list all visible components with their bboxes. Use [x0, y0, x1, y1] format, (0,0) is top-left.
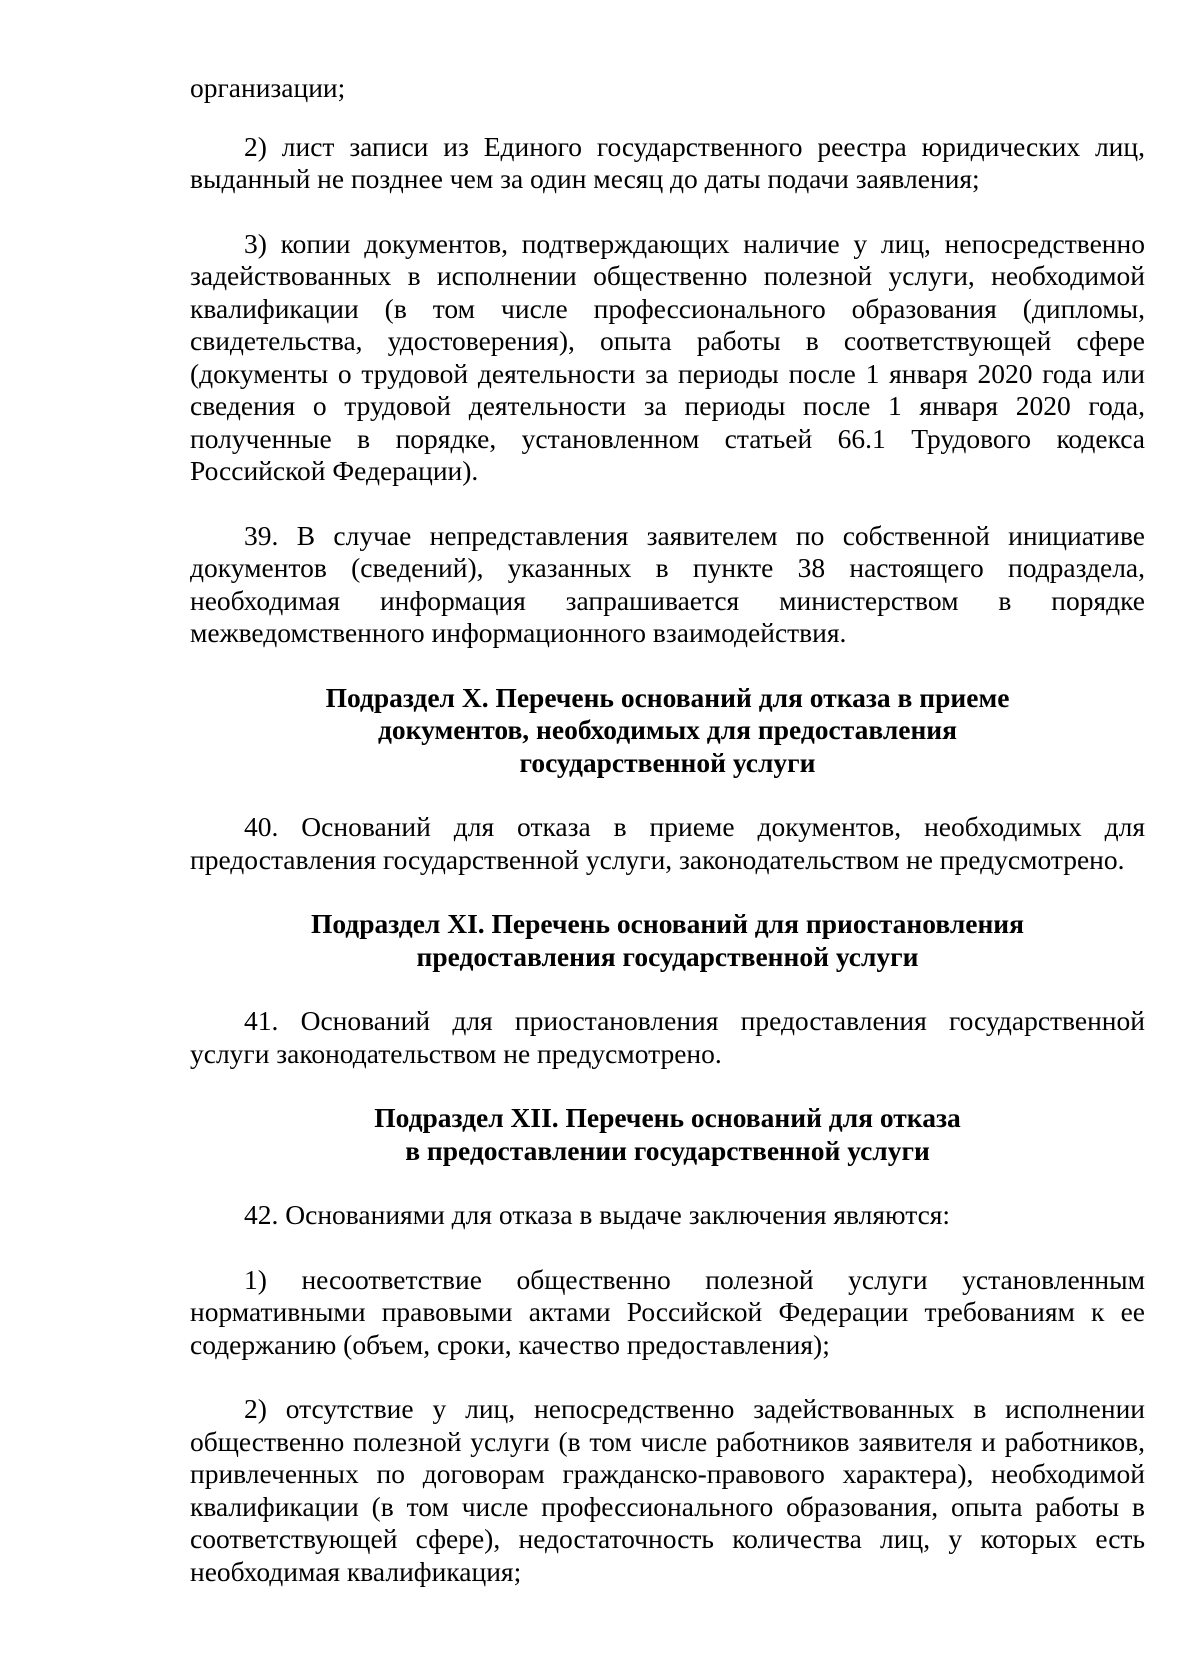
section-heading-x-line-3: государственной услуги [519, 746, 816, 778]
section-heading-xi-line-2: предоставления государственной услуги [416, 940, 919, 972]
paragraph-item-2-egrul-extract: 2) лист записи из Единого государственного реестра юридических лиц, выданный не позднее чем за один месяц до даты подачи заявления; [190, 130, 1145, 194]
paragraph-41: 41. Оснований для приостановления предоставления государственной услуги законодательством не предусмотрено. [190, 1005, 1145, 1069]
section-heading-xi-line-1: Подраздел XI. Перечень оснований для приостановления [310, 908, 1025, 939]
section-heading-xii [190, 1102, 1145, 1167]
document-body [190, 72, 1145, 1620]
section-heading-xi [190, 908, 1145, 973]
section-heading-x-line-1: Подраздел X. Перечень оснований для отказа в приеме [325, 681, 1010, 713]
paragraph-continuation: организации; [190, 72, 346, 103]
paragraph-42-item-2: 2) отсутствие у лиц, непосредственно задействованных в исполнении общественно полезной услуги (в том числе работников заявителя и работников, привлеченных по договорам гражданско-правового характера), необходимой квалификации (в том числе профессионального образования, опыта работы в соответствующей сфере), недостаточность количества лиц, у которых есть необходимая квалификация; [190, 1393, 1145, 1587]
paragraph-42: 42. Основаниями для отказа в выдаче заключения являются: [244, 1199, 951, 1230]
section-heading-xii-line-2: в предоставлении государственной услуги [405, 1134, 930, 1166]
paragraph-40: 40. Оснований для отказа в приеме документов, необходимых для предоставления государственной услуги, законодательством не предусмотрено. [190, 811, 1145, 875]
section-heading-x-line-2: документов, необходимых для предоставления [377, 714, 958, 745]
section-heading-xii-line-1: Подраздел XII. Перечень оснований для отказа [374, 1102, 961, 1133]
paragraph-39: 39. В случае непредставления заявителем по собственной инициативе документов (сведений), указанных в пункте 38 настоящего подраздела, необходимая информация запрашивается министерством в порядке межведомственного информационного взаимодействия. [190, 519, 1145, 648]
section-heading-x [190, 682, 1145, 780]
paragraph-item-3-qualification-documents: 3) копии документов, подтверждающих наличие у лиц, непосредственно задействованных в исполнении общественно полезной услуги, необходимой квалификации (в том числе профессионального образования (дипломы, свидетельства, удостоверения), опыта работы в соответствующей сфере (документы о трудовой деятельности за периоды после 1 января 2020 года или сведения о трудовой деятельности за периоды после 1 января 2020 года, полученные в порядке, установленном статьей 66.1 Трудового кодекса Российской Федерации). [190, 227, 1145, 486]
paragraph-42-item-1: 1) несоответствие общественно полезной услуги установленным нормативными правовыми актами Российской Федерации требованиям к ее содержанию (объем, сроки, качество предоставления); [190, 1263, 1145, 1360]
